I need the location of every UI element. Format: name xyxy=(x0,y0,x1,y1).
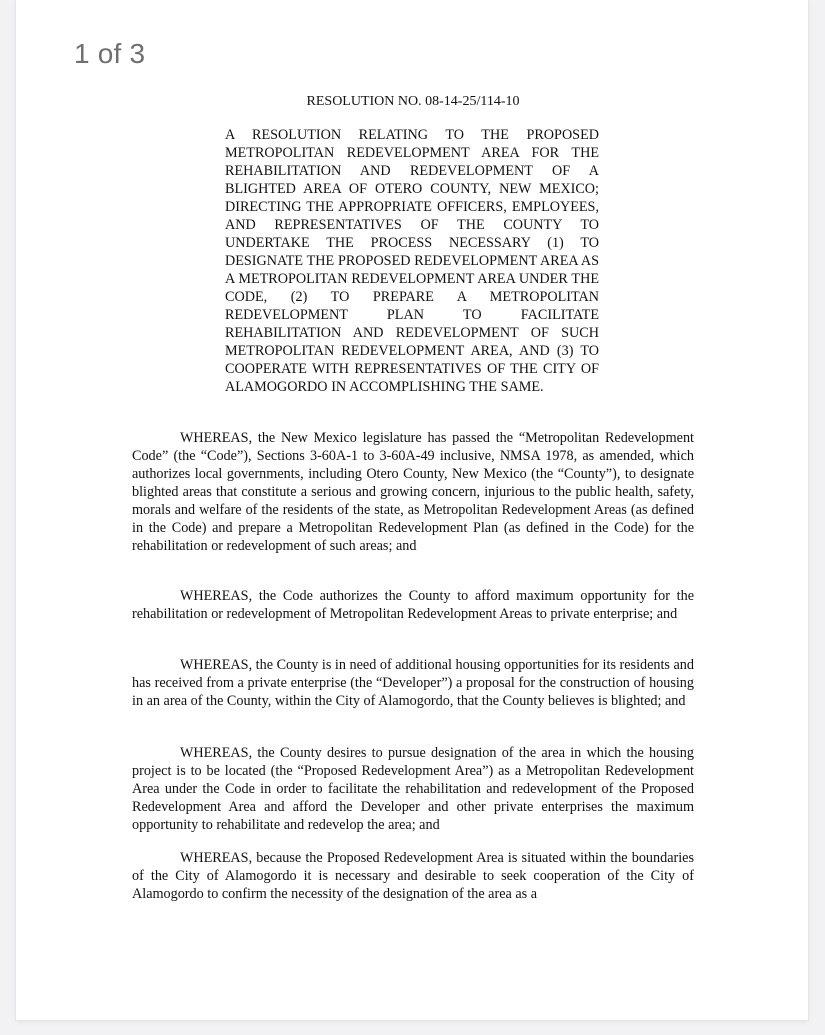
whereas-paragraph: WHEREAS, the County desires to pursue designation of the area in which the housing project is to be located (the “Proposed Redevelopment Area”) as a Metropolitan Redevelopment Area under the Code in order to facilitate the rehabilitation and redevelopment of the Proposed Redevelopment Area and afford the Developer and other private enterprises the maximum opportunity to rehabilitate and redevelop the area; and xyxy=(132,745,694,833)
whereas-paragraph: WHEREAS, the County is in need of additional housing opportunities for its residents and has received from a private enterprise (the “Developer”) a proposal for the construction of housing in an area of the County, within the City of Alamogordo, that the County believes is blighted; and xyxy=(132,657,694,709)
whereas-paragraph: WHEREAS, because the Proposed Redevelopment Area is situated within the boundaries of the City of Alamogordo it is necessary and desirable to seek cooperation of the City of Alamogordo to confirm the necessity of the designation of the area as a xyxy=(132,850,694,902)
resolution-title: RESOLUTION NO. 08-14-25/114-10 xyxy=(306,94,520,109)
document-page xyxy=(16,0,808,1020)
whereas-paragraph: WHEREAS, the New Mexico legislature has passed the “Metropolitan Redevelopment Code” (the “Code”), Sections 3-60A-1 to 3-60A-49 inclusive, NMSA 1978, as amended, which authorizes local governments, including Otero County, New Mexico (the “County”), to designate blighted areas that constitute a serious and growing concern, injurious to the public health, safety, morals and welfare of the residents of the state, as Metropolitan Redevelopment Areas (as defined in the Code) and prepare a Metropolitan Redevelopment Plan (as defined in the Code) for the rehabilitation or redevelopment of such areas; and xyxy=(132,430,694,554)
whereas-paragraph: WHEREAS, the Code authorizes the County to afford maximum opportunity for the rehabilitation or redevelopment of Metropolitan Redevelopment Areas to private enterprise; and xyxy=(132,588,694,622)
resolution-summary: A RESOLUTION RELATING TO THE PROPOSED METROPOLITAN REDEVELOPMENT AREA FOR THE REHABILITATION AND REDEVELOPMENT OF A BLIGHTED AREA OF OTERO COUNTY, NEW MEXICO; DIRECTING THE APPROPRIATE OFFICERS, EMPLOYEES, AND REPRESENTATIVES OF THE COUNTY TO UNDERTAKE THE PROCESS NECESSARY (1) TO DESIGNATE THE PROPOSED REDEVELOPMENT AREA AS A METROPOLITAN REDEVELOPMENT AREA UNDER THE CODE, (2) TO PREPARE A METROPOLITAN REDEVELOPMENT PLAN TO FACILITATE REHABILITATION AND REDEVELOPMENT OF SUCH METROPOLITAN REDEVELOPMENT AREA, AND (3) TO COOPERATE WITH REPRESENTATIVES OF THE CITY OF ALAMOGORDO IN ACCOMPLISHING THE SAME. xyxy=(225,127,599,395)
page-indicator: 1 of 3 xyxy=(74,38,146,69)
